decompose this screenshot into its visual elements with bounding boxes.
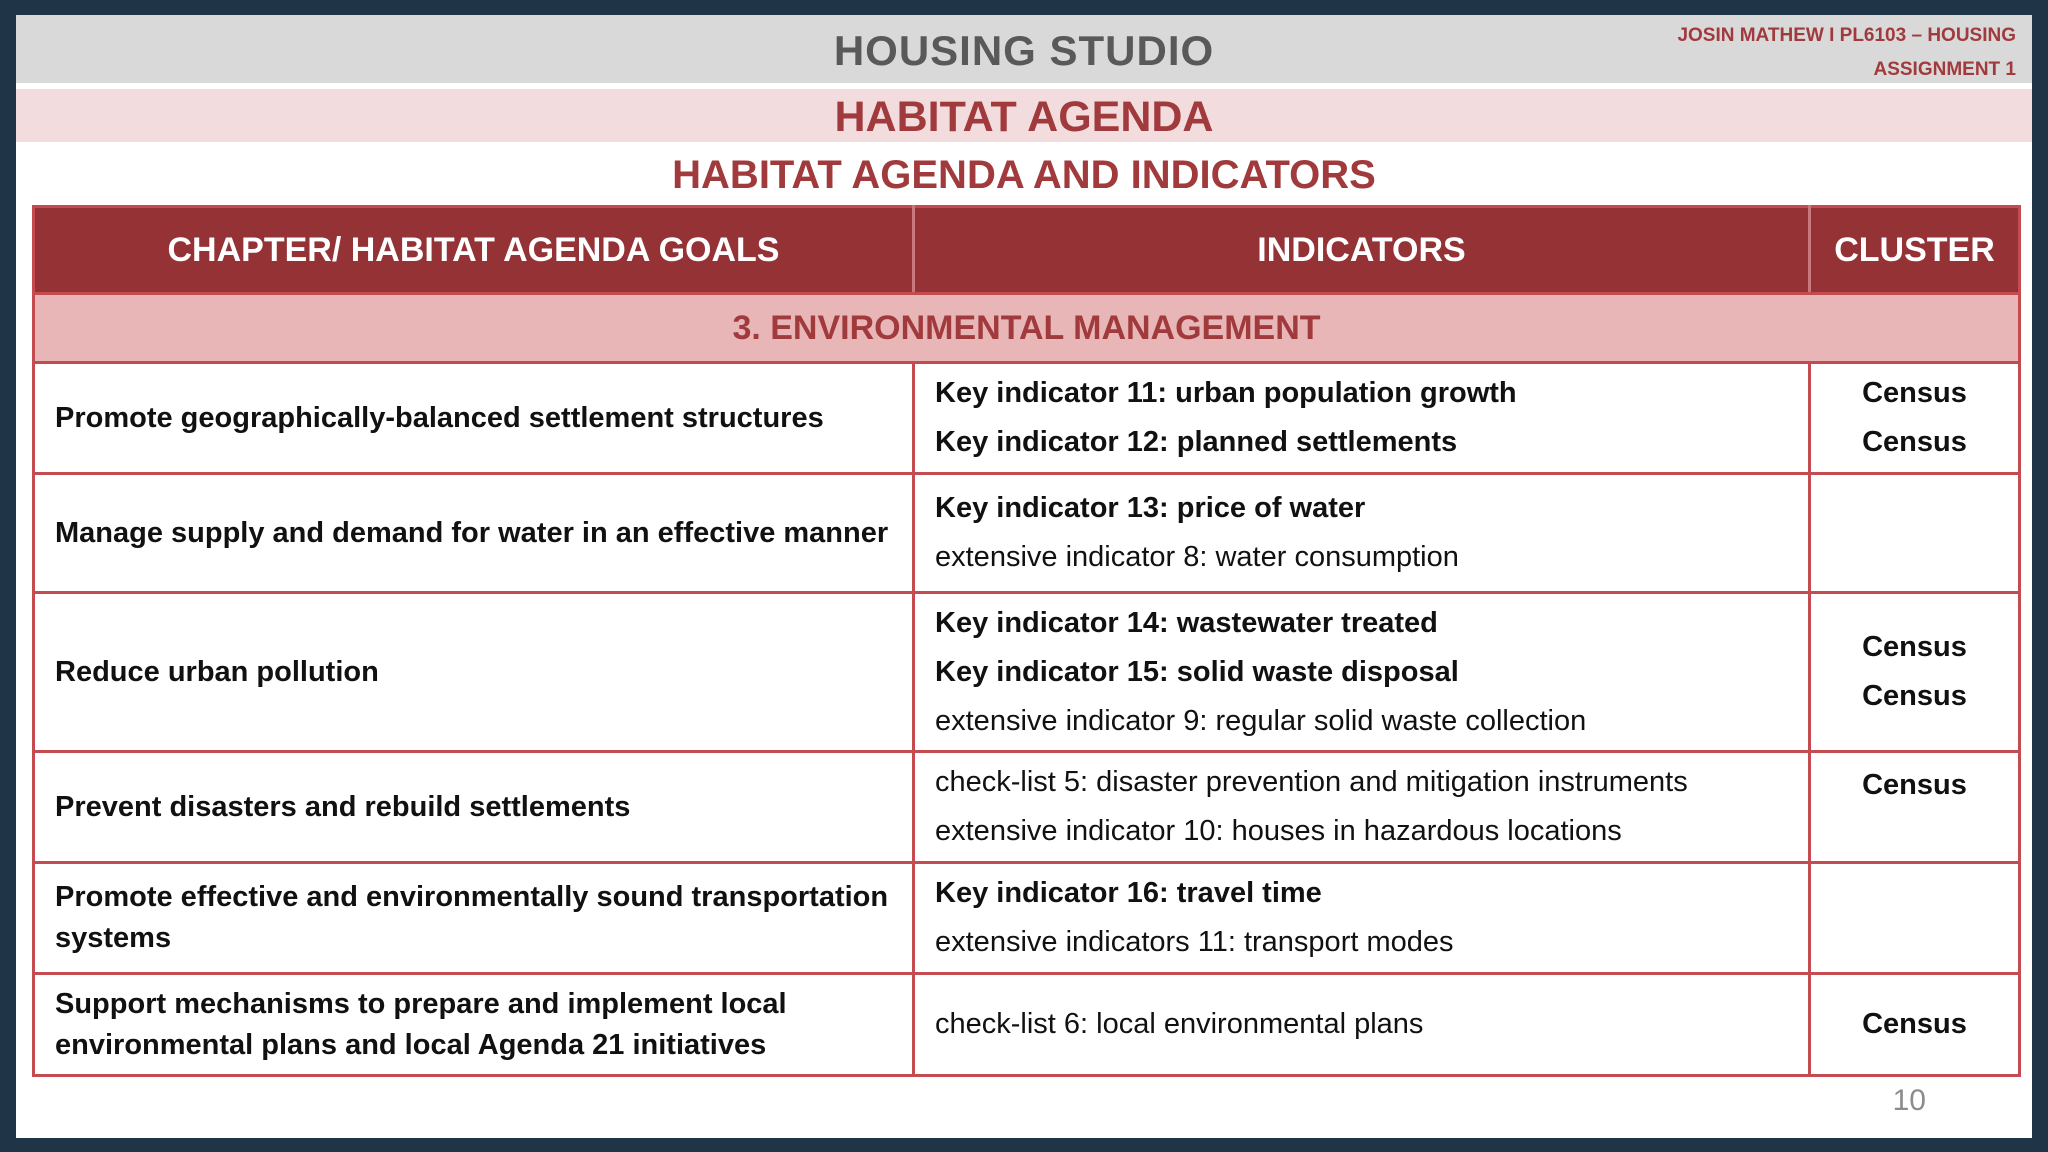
indicators-table [32,205,2021,1077]
goal-cell: Reduce urban pollution [34,593,914,752]
table-row [34,752,2020,863]
studio-title: HOUSING STUDIO [833,27,1215,74]
slide-title: HABITAT AGENDA AND INDICATORS [672,153,1376,197]
table-row [34,593,2020,752]
table-row [34,363,2020,474]
table-row [34,863,2020,974]
indicator-item: Key indicator 12: planned settlements [935,426,1458,458]
indicators-cell [914,363,1810,474]
indicators-cell [914,593,1810,752]
indicator-item: check-list 5: disaster prevention and mitigation instruments [935,766,1688,798]
indicator-item: extensive indicator 9: regular solid waste collection [935,704,1587,737]
page-number: 10 [1892,1084,1926,1117]
goal-cell: Support mechanisms to prepare and implement local environmental plans and local Agenda 21 initiatives [34,974,914,1076]
slide-canvas [16,15,2032,1138]
indicator-item: extensive indicators 11: transport modes [935,926,1454,958]
indicator-item: Key indicator 15: solid waste disposal [935,655,1459,688]
column-header-cluster: CLUSTER [1810,207,2020,294]
indicator-item: Key indicator 11: urban population growth [935,377,1517,409]
cluster-cell [1810,974,2020,1076]
indicator-item: Key indicator 13: price of water [935,492,1366,524]
cluster-cell [1810,752,2020,863]
goal-cell: Promote effective and environmentally sound transportation systems [34,863,914,974]
goal-cell: Manage supply and demand for water in an effective manner [34,474,914,593]
author-line-2: ASSIGNMENT 1 [1873,59,2016,80]
indicator-item: extensive indicator 8: water consumption [935,541,1459,573]
column-header-goals: CHAPTER/ HABITAT AGENDA GOALS [34,207,914,294]
cluster-value: Census [1862,426,1967,458]
author-info [1677,19,2016,87]
table-row [34,474,2020,593]
cluster-cell [1810,863,2020,974]
goal-cell: Prevent disasters and rebuild settlements [34,752,914,863]
cluster-value: Census [1862,377,1967,409]
indicators-cell [914,863,1810,974]
author-line-1: JOSIN MATHEW I PL6103 – HOUSING [1677,25,2016,46]
cluster-value: Census [1862,1008,1967,1040]
section-row [34,294,2020,363]
table-header-row [34,207,2020,294]
indicator-item: check-list 6: local environmental plans [935,1008,1424,1040]
cluster-cell [1810,593,2020,752]
indicators-cell [914,974,1810,1076]
section-label: 3. ENVIRONMENTAL MANAGEMENT [34,294,2020,363]
indicators-cell [914,474,1810,593]
cluster-value: Census [1862,631,1967,663]
cluster-value: Census [1862,769,1967,801]
cluster-cell [1810,474,2020,593]
column-header-indicators: INDICATORS [914,207,1810,294]
indicator-item: extensive indicator 10: houses in hazardous locations [935,815,1622,847]
cluster-value: Census [1862,680,1967,712]
indicators-cell [914,752,1810,863]
indicator-item: Key indicator 14: wastewater treated [935,606,1438,639]
indicator-item: Key indicator 16: travel time [935,877,1322,909]
table-row [34,974,2020,1076]
cluster-cell [1810,363,2020,474]
band-title: HABITAT AGENDA [834,93,1214,141]
goal-cell: Promote geographically-balanced settlement structures [34,363,914,474]
